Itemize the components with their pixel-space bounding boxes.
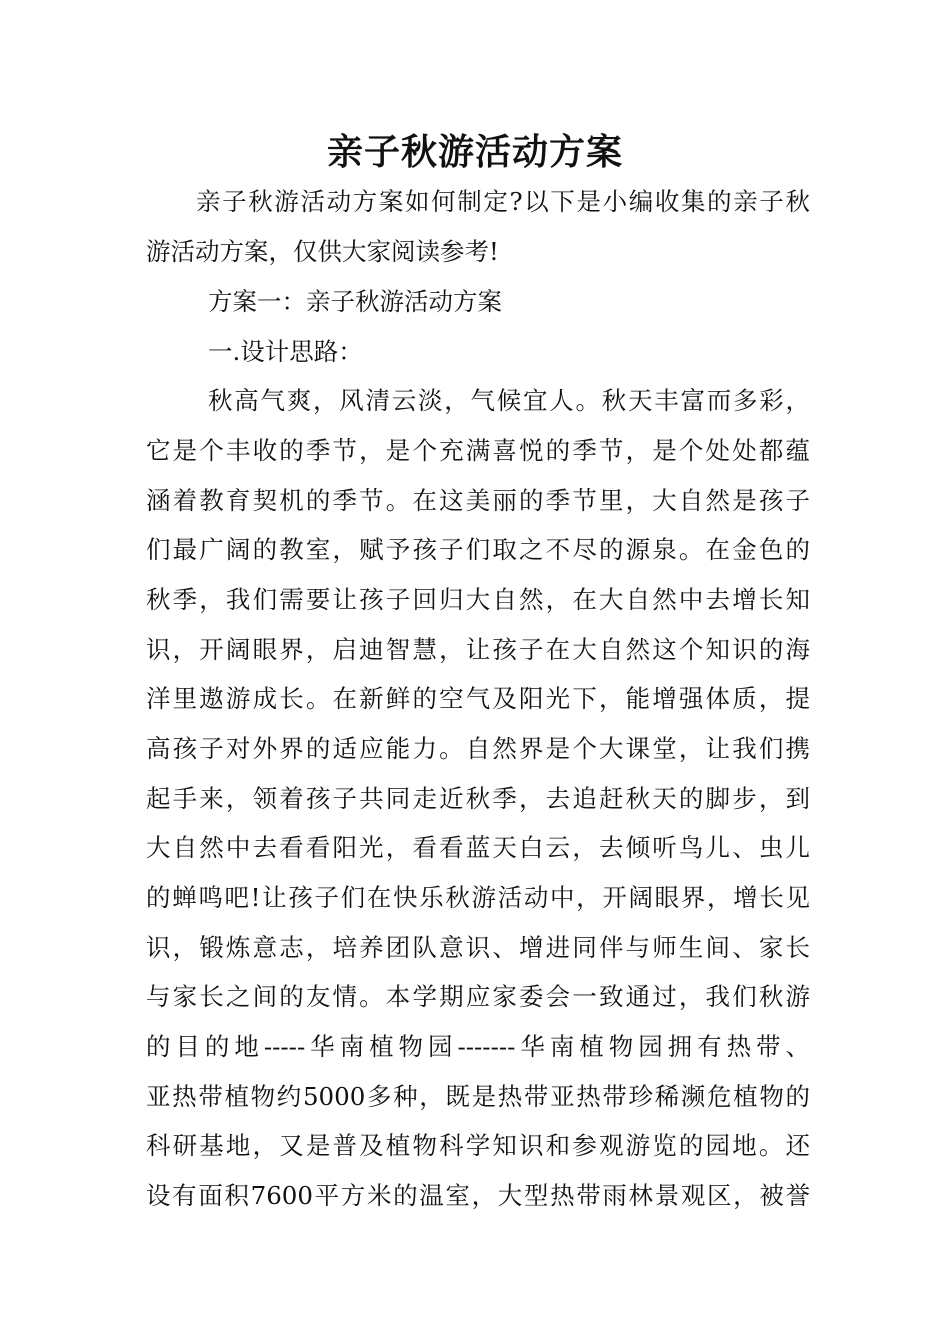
paragraph-line: 识，开阔眼界，启迪智慧，让孩子在大自然这个知识的海 [146,635,810,664]
subsection-heading: 一.设计思路： [208,337,363,366]
paragraph-line: 的蝉鸣吧!让孩子们在快乐秋游活动中，开阔眼界，增长见 [146,883,810,912]
paragraph-line: 起手来，领着孩子共同走近秋季，去追赶秋天的脚步，到 [146,784,810,813]
section-heading: 方案一：亲子秋游活动方案 [208,287,502,316]
paragraph-line: 大自然中去看看阳光，看看蓝天白云，去倾听鸟儿、虫儿 [146,833,810,862]
paragraph-line: 设有面积7600平方米的温室，大型热带雨林景观区，被誉 [146,1181,810,1210]
paragraph-line: 秋季，我们需要让孩子回归大自然，在大自然中去增长知 [146,585,810,614]
paragraph-line: 亚热带植物约5000多种，既是热带亚热带珍稀濒危植物的 [146,1082,810,1111]
paragraph-line: 亲子秋游活动方案如何制定?以下是小编收集的亲子秋 [196,187,810,216]
paragraph-line: 洋里遨游成长。在新鲜的空气及阳光下，能增强体质，提 [146,684,810,713]
paragraph-line: 与家长之间的友情。本学期应家委会一致通过，我们秋游 [146,982,810,1011]
paragraph-line: 科研基地，又是普及植物科学知识和参观游览的园地。还 [146,1131,810,1160]
paragraph-line: 它是个丰收的季节，是个充满喜悦的季节，是个处处都蕴 [146,436,810,465]
document-title: 亲子秋游活动方案 [326,131,623,173]
paragraph-line: 们最广阔的教室，赋予孩子们取之不尽的源泉。在金色的 [146,535,810,564]
paragraph-line: 涵着教育契机的季节。在这美丽的季节里，大自然是孩子 [146,486,810,515]
paragraph-line: 秋高气爽，风清云淡，气候宜人。秋天丰富而多彩， [208,386,810,415]
paragraph-line: 的目的地-----华南植物园-------华南植物园拥有热带、 [146,1032,810,1061]
paragraph-line: 识，锻炼意志，培养团队意识、增进同伴与师生间、家长 [146,933,810,962]
paragraph-line: 高孩子对外界的适应能力。自然界是个大课堂，让我们携 [146,734,810,763]
paragraph-line: 游活动方案，仅供大家阅读参考! [146,237,499,266]
